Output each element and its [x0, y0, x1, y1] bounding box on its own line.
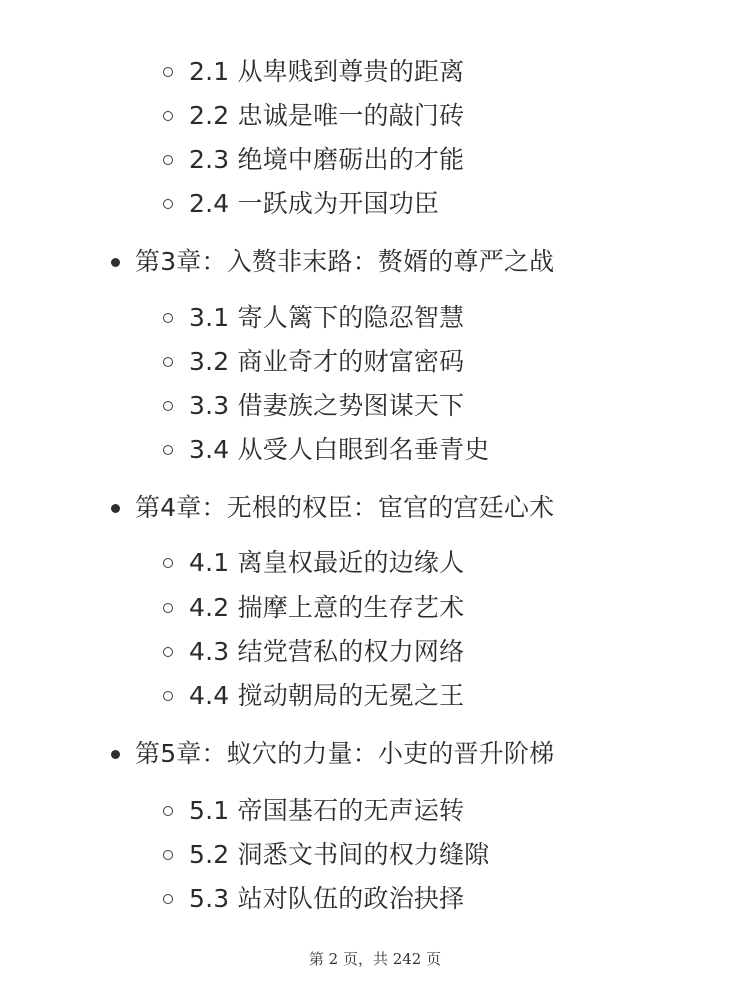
hollow-bullet-icon [163, 894, 173, 904]
toc-subsection-title: 2.2 忠诚是唯一的敲门砖 [189, 101, 465, 130]
hollow-bullet-icon [163, 691, 173, 701]
toc-subsection-title: 5.1 帝国基石的无声运转 [189, 796, 465, 825]
toc-subsection [0, 96, 750, 136]
toc-subsection [0, 543, 750, 583]
toc-subsection-title: 3.1 寄人篱下的隐忍智慧 [189, 303, 465, 332]
toc-subsection [0, 632, 750, 672]
toc-subsection-title: 4.1 离皇权最近的边缘人 [189, 548, 465, 577]
hollow-bullet-icon [163, 111, 173, 121]
hollow-bullet-icon [163, 445, 173, 455]
hollow-bullet-icon [163, 199, 173, 209]
toc-subsection-title: 2.4 一跃成为开国功臣 [189, 189, 440, 218]
toc-chapter [0, 242, 750, 282]
toc-subsection-title: 2.3 绝境中磨砺出的才能 [189, 145, 465, 174]
toc-subsection [0, 52, 750, 92]
filled-bullet-icon [111, 504, 120, 513]
hollow-bullet-icon [163, 313, 173, 323]
toc-subsection [0, 342, 750, 382]
toc-subsection [0, 588, 750, 628]
toc-subsection-title: 2.1 从卑贱到尊贵的距离 [189, 57, 465, 86]
toc-subsection [0, 791, 750, 831]
hollow-bullet-icon [163, 357, 173, 367]
toc-subsection [0, 676, 750, 716]
toc-subsection [0, 184, 750, 224]
filled-bullet-icon [111, 750, 120, 759]
toc-chapter-title: 第3章：入赘非末路：赘婿的尊严之战 [135, 247, 555, 276]
hollow-bullet-icon [163, 603, 173, 613]
toc-subsection [0, 298, 750, 338]
toc-subsection-title: 4.4 搅动朝局的无冕之王 [189, 681, 465, 710]
toc-subsection [0, 835, 750, 875]
toc-subsection-title: 3.2 商业奇才的财富密码 [189, 347, 465, 376]
hollow-bullet-icon [163, 850, 173, 860]
toc-chapter-title: 第5章：蚁穴的力量：小吏的晋升阶梯 [135, 739, 555, 768]
toc-subsection [0, 140, 750, 180]
toc-subsection [0, 879, 750, 919]
hollow-bullet-icon [163, 806, 173, 816]
toc-subsection-title: 4.2 揣摩上意的生存艺术 [189, 593, 465, 622]
toc-chapter [0, 734, 750, 774]
toc-subsection-title: 4.3 结党营私的权力网络 [189, 637, 465, 666]
filled-bullet-icon [111, 258, 120, 267]
hollow-bullet-icon [163, 67, 173, 77]
toc-chapter [0, 488, 750, 528]
toc-subsection [0, 430, 750, 470]
hollow-bullet-icon [163, 558, 173, 568]
toc-subsection [0, 386, 750, 426]
hollow-bullet-icon [163, 647, 173, 657]
hollow-bullet-icon [163, 401, 173, 411]
toc-chapter-title: 第4章：无根的权臣：宦官的宫廷心术 [135, 493, 555, 522]
toc-subsection-title: 3.3 借妻族之势图谋天下 [189, 391, 465, 420]
toc-subsection-title: 5.2 洞悉文书间的权力缝隙 [189, 840, 490, 869]
toc-subsection-title: 5.3 站对队伍的政治抉择 [189, 884, 465, 913]
page-number-footer: 第 2 页，共 242 页 [308, 950, 442, 968]
hollow-bullet-icon [163, 155, 173, 165]
toc-subsection-title: 3.4 从受人白眼到名垂青史 [189, 435, 490, 464]
